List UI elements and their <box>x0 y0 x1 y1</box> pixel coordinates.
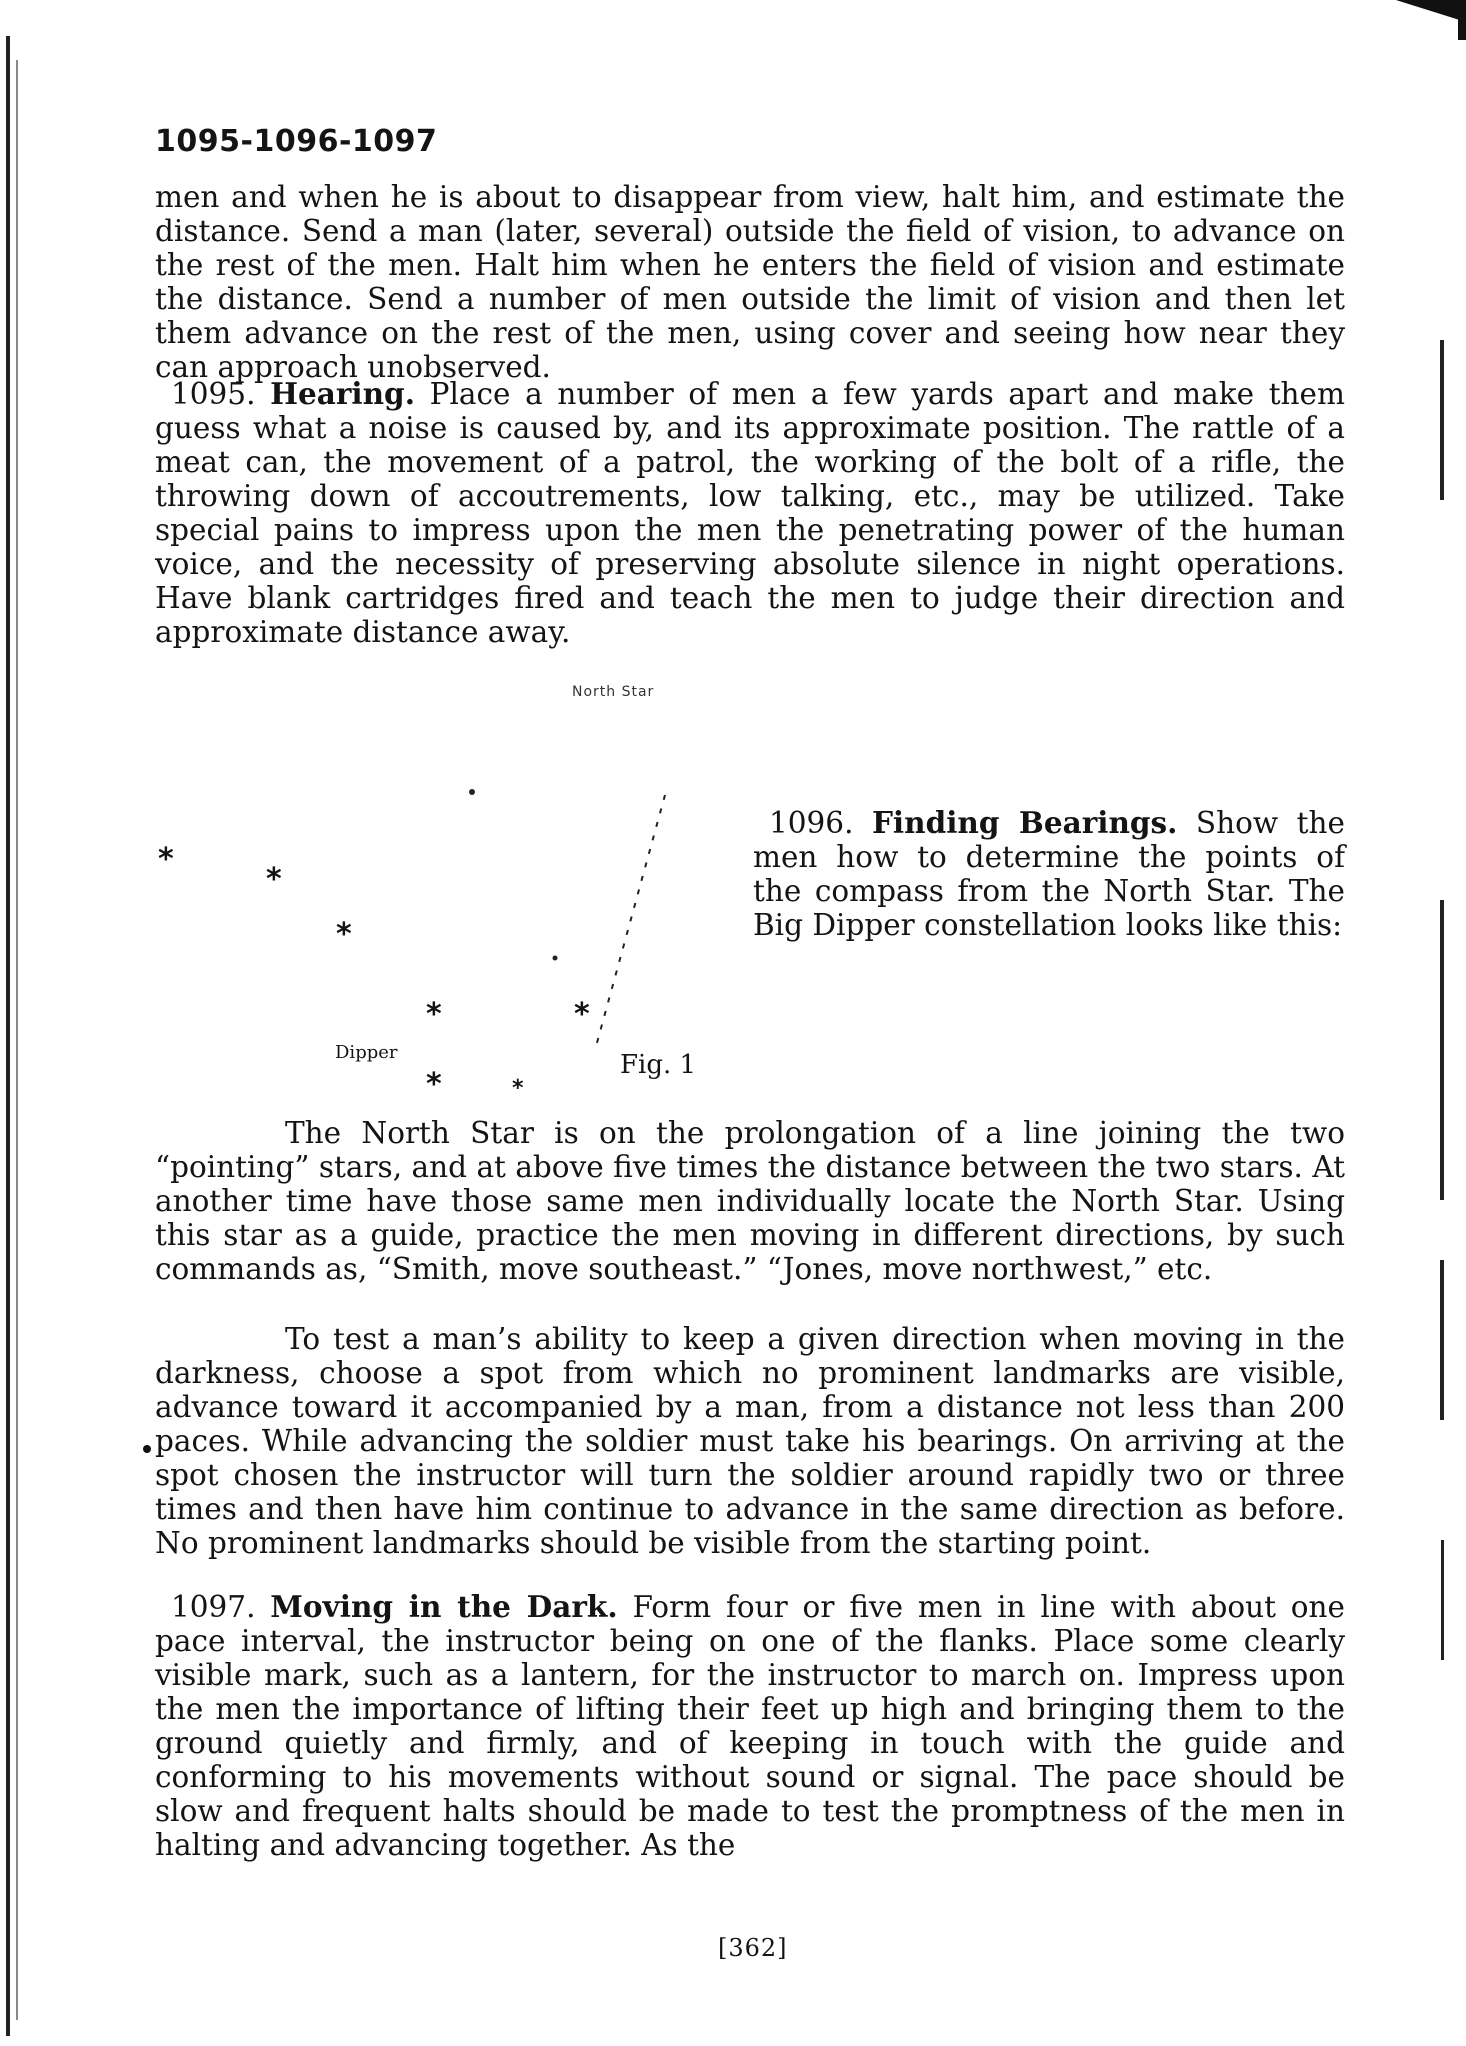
section-title: Moving in the Dark. <box>270 1589 618 1624</box>
dipper-star-bowl-bottom: * <box>426 1067 442 1102</box>
section-number: 1097. <box>171 1590 256 1624</box>
corner-tab-mark <box>1396 0 1466 22</box>
page-number: [362] <box>718 1934 788 1962</box>
dipper-label: Dipper <box>335 1042 398 1063</box>
margin-mark <box>1440 1260 1444 1420</box>
faint-star-dot <box>553 956 558 961</box>
section-text: Place a number of men a few yards apart and make them guess what a noise is caused by, and its approximate position. The rattle of a meat can, the movement of a patrol, the working of the bolt of a rifle, the throwing down of accoutrements, low talking, etc., may be utilized. Take special pains to impress upon the men the penetrating power of the human voice, and the necessity of preserving absolute silence in night operations. Have blank cartridges fired and teach the men to judge their direction and approximate distance away. <box>155 377 1345 649</box>
section-title: Finding Bearings. <box>871 805 1178 840</box>
binding-edge <box>6 36 10 2036</box>
section-number: 1095. <box>171 377 256 411</box>
intro-paragraph <box>155 180 1345 384</box>
north-star-text: The North Star is on the prolongation of a line joining the two “pointing” stars, and at above five times the distance between the two stars. At another time have those same men individually locate the North Star. Using this star as a guide, practice the men moving in different directions, by such commands as, “Smith, move southeast.” “Jones, move northwest,” etc. <box>155 1116 1345 1286</box>
margin-mark <box>1440 900 1444 1200</box>
dipper-star-pointer-upper: * <box>574 997 590 1032</box>
section-title: Hearing. <box>270 376 415 411</box>
section-1096 <box>753 806 1345 942</box>
section-text: Form four or five men in line with about one pace interval, the instructor being on one of the flanks. Place some clearly visible mark, such as a lantern, for the instructor to march on. Impress upon the men the importance of lifting their feet up high and bringing them to the ground quietly and firmly, and of keeping in touch with the guide and conforming to his movements without sound or signal. The pace should be slow and frequent halts should be made to test the promptness of the men in halting and advancing together. As the <box>155 1590 1345 1862</box>
binding-edge-inner <box>16 60 18 2020</box>
direction-test-paragraph <box>155 1322 1345 1560</box>
direction-test-text: To test a man’s ability to keep a given direction when moving in the darkness, choose a spot from which no prominent landmarks are visible, advance toward it accompanied by a man, from a distance not less than 200 paces. While advancing the soldier must take his bearings. On arriving at the spot chosen the instructor will turn the soldier around rapidly two or three times and then have him continue to advance in the same direction as before. No prominent landmarks should be visible from the starting point. <box>155 1322 1345 1560</box>
dipper-star-handle-mid: * <box>266 862 282 897</box>
margin-mark <box>1441 1540 1444 1660</box>
faint-star-dot <box>469 789 475 795</box>
margin-mark <box>1440 340 1444 500</box>
big-dipper-figure <box>150 660 740 1120</box>
section-1096-paragraph <box>753 806 1345 942</box>
section-1095 <box>155 377 1345 649</box>
intro-text: men and when he is about to disappear from view, halt him, and estimate the distance. Send a man (later, several) outside the field of vision, to advance on the rest of the men. Halt him when he enters the field of vision and estimate the distance. Send a number of men outside the limit of vision and then let them advance on the rest of the men, using cover and seeing how near they can approach unobserved. <box>155 180 1345 384</box>
north-star-paragraph <box>155 1116 1345 1286</box>
section-text: Show the men how to determine the points of the compass from the North Star. The Big Dipper constellation looks like this: <box>753 806 1345 942</box>
section-1097-paragraph <box>155 1590 1345 1862</box>
corner-bar-mark <box>1458 0 1466 40</box>
section-1097 <box>155 1590 1345 1862</box>
figure-caption: Fig. 1 <box>620 1050 697 1080</box>
dipper-star-handle-inner: * <box>336 917 352 952</box>
dipper-star-handle-end: * <box>158 842 174 877</box>
pointer-dashed-line <box>595 795 665 1050</box>
dipper-star-pointer-lower: * <box>512 1076 524 1101</box>
dipper-star-bowl-top: * <box>426 997 442 1032</box>
section-number: 1096. <box>769 806 854 840</box>
page-header-section-range: 1095-1096-1097 <box>155 124 438 159</box>
section-1095-paragraph <box>155 377 1345 649</box>
margin-bullet-dot <box>143 1445 151 1453</box>
north-star-label: North Star <box>572 684 655 700</box>
